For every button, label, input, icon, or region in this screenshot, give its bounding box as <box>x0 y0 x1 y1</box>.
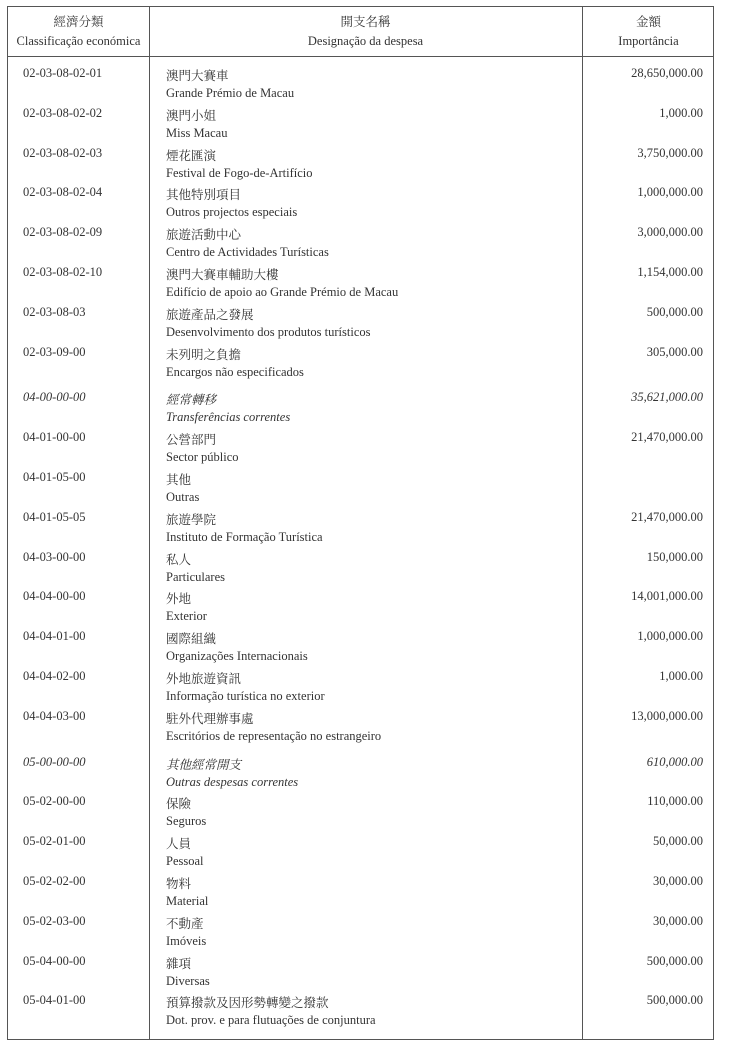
table-row-section <box>8 387 713 427</box>
row-name-pt: Sector público <box>166 450 239 465</box>
table-body <box>8 63 713 1030</box>
row-code: 05-02-03-00 <box>23 913 86 928</box>
row-amount: 500,000.00 <box>646 953 703 968</box>
row-amount: 13,000,000.00 <box>631 708 703 723</box>
row-name-zh: 外地 <box>166 591 192 607</box>
row-amount: 1,000.00 <box>659 105 703 120</box>
row-code: 04-03-00-00 <box>23 549 86 564</box>
row-name-zh: 外地旅遊資訊 <box>166 670 242 686</box>
table-row <box>8 871 713 911</box>
row-name-pt: Centro de Actividades Turísticas <box>166 245 329 260</box>
row-code: 04-04-01-00 <box>23 629 86 644</box>
row-code: 04-04-03-00 <box>23 708 86 723</box>
table-row <box>8 951 713 991</box>
row-amount: 1,000,000.00 <box>637 629 703 644</box>
row-name-zh: 人員 <box>166 836 192 852</box>
row-code: 02-03-08-02-02 <box>23 105 103 120</box>
row-amount: 50,000.00 <box>653 834 703 849</box>
row-amount: 500,000.00 <box>646 304 703 319</box>
row-code: 04-00-00-00 <box>23 390 86 405</box>
row-name-pt: Imóveis <box>166 933 207 948</box>
row-amount: 1,000.00 <box>659 668 703 683</box>
row-name-pt: Outras despesas correntes <box>166 774 299 789</box>
row-name-zh: 公營部門 <box>166 432 217 448</box>
table-row <box>8 427 713 467</box>
row-name-zh: 其他 <box>166 471 192 487</box>
row-amount: 30,000.00 <box>653 873 703 888</box>
table-row <box>8 911 713 951</box>
table-row <box>8 586 713 626</box>
row-code: 04-04-02-00 <box>23 668 86 683</box>
row-code: 04-04-00-00 <box>23 589 86 604</box>
table-header <box>8 7 713 57</box>
row-name-pt: Particulares <box>166 569 226 584</box>
row-amount: 3,750,000.00 <box>637 145 703 160</box>
row-name-pt: Material <box>166 893 209 908</box>
row-code: 02-03-08-02-09 <box>23 225 103 240</box>
row-amount: 30,000.00 <box>653 913 703 928</box>
row-code: 02-03-08-02-03 <box>23 145 103 160</box>
row-name-zh: 澳門小姐 <box>166 107 217 123</box>
table-row-section <box>8 752 713 792</box>
row-amount: 500,000.00 <box>646 993 703 1008</box>
row-code: 05-04-00-00 <box>23 953 86 968</box>
table-row <box>8 302 713 342</box>
table-row <box>8 666 713 706</box>
row-name-zh: 經常轉移 <box>166 392 217 408</box>
table-row <box>8 626 713 666</box>
row-name-zh: 澳門大賽車輔助大樓 <box>166 266 279 282</box>
row-name-pt: Exterior <box>166 609 207 624</box>
row-name-zh: 駐外代理辦事處 <box>166 710 254 726</box>
table-row <box>8 831 713 871</box>
row-code: 04-01-00-00 <box>23 430 86 445</box>
row-code: 05-02-00-00 <box>23 794 86 809</box>
row-name-zh: 未列明之負擔 <box>166 346 242 362</box>
row-amount: 110,000.00 <box>647 794 703 809</box>
row-name-pt: Escritórios de representação no estrangeiro <box>166 728 382 743</box>
row-name-pt: Informação turística no exterior <box>166 688 325 703</box>
header-classification: 經濟分類 Classificação económica <box>16 15 141 48</box>
row-amount: 150,000.00 <box>646 549 703 564</box>
row-amount: 14,001,000.00 <box>631 589 703 604</box>
row-amount: 305,000.00 <box>646 344 703 359</box>
row-name-zh: 其他經常開支 <box>166 756 242 772</box>
table-row <box>8 103 713 143</box>
row-name-pt: Seguros <box>166 814 207 829</box>
budget-table <box>7 6 714 1040</box>
row-name-pt: Pessoal <box>166 854 204 869</box>
table-row <box>8 507 713 547</box>
row-name-pt: Outras <box>166 489 200 504</box>
row-name-zh: 國際組織 <box>166 631 217 647</box>
row-amount: 21,470,000.00 <box>631 509 703 524</box>
row-name-pt: Instituto de Formação Turística <box>166 529 323 544</box>
row-name-zh: 其他特別項目 <box>166 187 242 203</box>
row-code: 02-03-08-03 <box>23 304 86 319</box>
row-name-pt: Organizações Internacionais <box>166 649 308 664</box>
row-code: 04-01-05-00 <box>23 469 86 484</box>
row-name-pt: Miss Macau <box>166 125 228 140</box>
row-name-pt: Transferências correntes <box>166 410 291 425</box>
header-designation: 開支名稱 Designação da despesa <box>307 15 424 48</box>
row-name-zh: 旅遊活動中心 <box>166 227 242 243</box>
row-name-pt: Edifício de apoio ao Grande Prémio de Macau <box>166 284 399 299</box>
row-name-pt: Festival de Fogo-de-Artifício <box>166 165 313 180</box>
row-name-zh: 物料 <box>166 875 192 891</box>
table-row <box>8 990 713 1030</box>
row-code: 02-03-09-00 <box>23 344 86 359</box>
row-amount: 28,650,000.00 <box>631 66 703 80</box>
row-code: 05-00-00-00 <box>23 754 86 769</box>
row-code: 05-04-01-00 <box>23 993 86 1008</box>
table-row <box>8 342 713 382</box>
row-code: 05-02-02-00 <box>23 873 86 888</box>
row-name-zh: 保險 <box>166 796 192 812</box>
row-code: 02-03-08-02-04 <box>23 185 103 200</box>
table-row <box>8 63 713 103</box>
table-row <box>8 791 713 831</box>
table-row <box>8 262 713 302</box>
row-name-pt: Desenvolvimento dos produtos turísticos <box>166 324 371 339</box>
table-row <box>8 547 713 587</box>
row-code: 02-03-08-02-01 <box>23 66 103 80</box>
row-name-pt: Grande Prémio de Macau <box>166 86 295 100</box>
table-row <box>8 222 713 262</box>
row-name-zh: 旅遊產品之發展 <box>166 306 254 322</box>
row-name-zh: 不動產 <box>166 915 204 931</box>
row-code: 05-02-01-00 <box>23 834 86 849</box>
row-amount: 1,000,000.00 <box>637 185 703 200</box>
row-name-zh: 預算撥款及因形勢轉變之撥款 <box>166 995 329 1011</box>
row-name-pt: Encargos não especificados <box>166 364 304 379</box>
header-amount: 金額 Importância <box>618 15 679 48</box>
row-name-zh: 雜項 <box>166 955 192 971</box>
row-code: 04-01-05-05 <box>23 509 86 524</box>
table-row <box>8 706 713 746</box>
row-amount: 21,470,000.00 <box>631 430 703 445</box>
row-name-zh: 煙花匯演 <box>166 147 217 163</box>
row-name-zh: 私人 <box>166 551 192 567</box>
table-row <box>8 182 713 222</box>
row-name-zh: 澳門大賽車 <box>166 68 229 83</box>
row-name-pt: Outros projectos especiais <box>166 205 298 220</box>
row-name-pt: Diversas <box>166 973 210 988</box>
row-code: 02-03-08-02-10 <box>23 264 103 279</box>
table-row <box>8 467 713 507</box>
table-row <box>8 143 713 183</box>
row-amount: 610,000.00 <box>646 754 703 769</box>
row-name-zh: 旅遊學院 <box>166 511 217 527</box>
row-amount: 1,154,000.00 <box>637 264 703 279</box>
row-amount: 35,621,000.00 <box>631 390 703 405</box>
row-name-pt: Dot. prov. e para flutuações de conjuntura <box>166 1013 376 1028</box>
row-amount: 3,000,000.00 <box>637 225 703 240</box>
